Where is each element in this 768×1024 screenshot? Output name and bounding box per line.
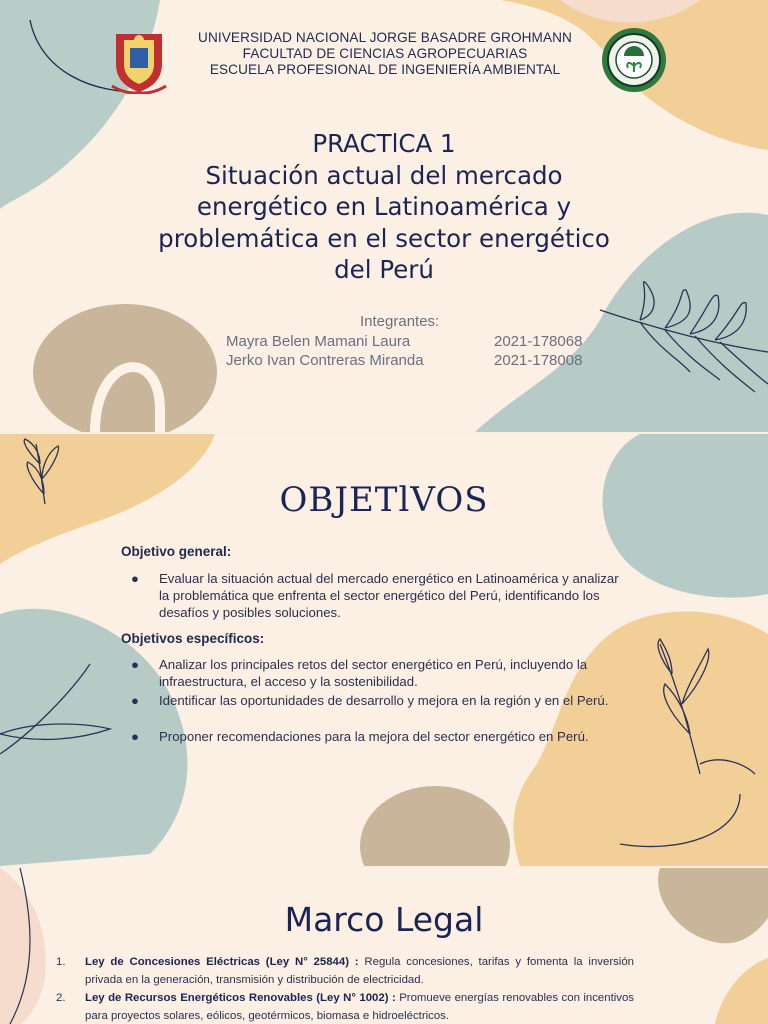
legal-framework-title: Marco Legal: [284, 900, 484, 939]
specific-objective-text: Identificar las oportunidades de desarrollo y mejora en la región y en el Perú.: [159, 693, 609, 708]
bullet-icon: ●: [131, 693, 139, 708]
university-name: UNIVERSIDAD NACIONAL JORGE BASADRE GROHMANN: [198, 30, 572, 45]
faculty-name: FACULTAD DE CIENCIAS AGROPECUARIAS: [242, 46, 528, 61]
law-number: 2.: [56, 992, 66, 1004]
law-name: Ley de Recursos Energéticos Renovables (Ley N° 1002) :: [85, 992, 396, 1004]
title-line: energético en Latinoamérica y: [196, 192, 572, 221]
general-objective-label: Objetivo general:: [121, 544, 232, 559]
university-crest-icon: [110, 26, 168, 94]
integrantes-label: Integrantes:: [360, 313, 440, 330]
list-item: [131, 728, 627, 745]
bullet-icon: ●: [131, 729, 139, 744]
law-item: [85, 954, 634, 989]
specific-objectives-label: Objetivos específicos:: [121, 631, 265, 646]
objectives-slide: [0, 434, 768, 866]
member-code: 2021-178068: [494, 333, 583, 350]
bullet-icon: ●: [131, 571, 139, 586]
law-description: Promueve energías renovables con incentivos para proyectos solares, eólicos, geotérmicos, biomasa e hidroeléctricos.: [85, 992, 635, 1022]
faculty-seal-icon: [600, 26, 668, 94]
list-item: [131, 570, 621, 621]
legal-framework-slide: [0, 868, 768, 1024]
member-name: Jerko Ivan Contreras Miranda: [226, 352, 424, 369]
title-slide: [0, 0, 768, 432]
objectives-title: OBJETlVOS: [279, 480, 489, 520]
law-item: [85, 990, 634, 1024]
university-header: [180, 30, 590, 78]
specific-objective-text: Proponer recomendaciones para la mejora del sector energético en Perú.: [159, 729, 589, 744]
bullet-icon: ●: [131, 657, 139, 672]
law-name: Ley de Concesiones Eléctricas (Ley N° 25844) :: [85, 956, 359, 968]
law-description: Regula concesiones, tarifas y fomenta la inversión privada en la generación, transmisión y distribución de electricidad.: [85, 956, 635, 986]
member-code: 2021-178008: [494, 352, 583, 369]
list-item: [131, 656, 627, 690]
member-name: Mayra Belen Mamani Laura: [226, 333, 411, 350]
specific-objective-text: Analizar los principales retos del sector energético en Perú, incluyendo la infraestructura, el acceso y la sostenibilidad.: [159, 657, 588, 689]
title-line: Situación actual del mercado: [205, 160, 563, 190]
school-name: ESCUELA PROFESIONAL DE INGENIERÍA AMBIENTAL: [209, 62, 561, 77]
title-line: PRACTlCA 1: [312, 129, 456, 158]
list-item: [131, 692, 627, 709]
title-line: del Perú: [334, 255, 434, 284]
law-number: 1.: [56, 956, 66, 968]
practice-title: [110, 128, 658, 286]
title-line: problemática en el sector energético: [158, 223, 610, 253]
general-objective-text: Evaluar la situación actual del mercado energético en Latinoamérica y analizar la problemática que enfrenta el sector energético del Perú, identificando los desafíos y posibles soluciones.: [159, 571, 619, 620]
